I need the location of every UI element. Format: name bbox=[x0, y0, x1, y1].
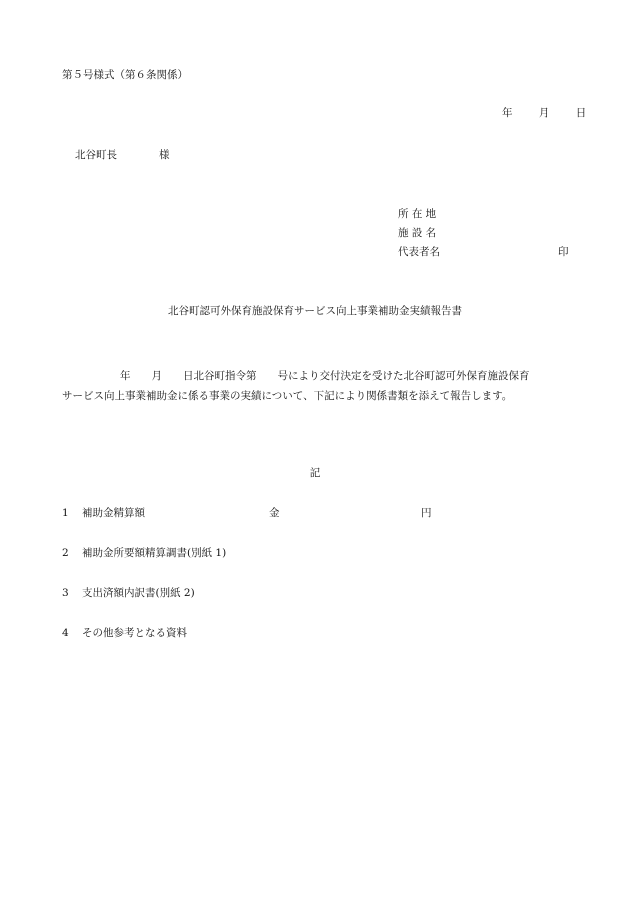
item-number: 4 bbox=[62, 627, 69, 639]
item-label: 補助金精算額 bbox=[82, 507, 145, 519]
list-item bbox=[62, 507, 432, 519]
item-number: 1 bbox=[62, 507, 69, 519]
item-label: 補助金所要額精算調書(別紙 1) bbox=[82, 547, 227, 559]
item-label: その他参考となる資料 bbox=[82, 627, 187, 639]
representative-row bbox=[398, 247, 569, 266]
address-row bbox=[398, 209, 569, 228]
date-year: 年 bbox=[502, 107, 513, 119]
en-label: 円 bbox=[421, 507, 432, 519]
facility-row bbox=[398, 228, 569, 247]
list-item bbox=[62, 548, 226, 559]
addressee bbox=[75, 150, 170, 161]
list-item bbox=[62, 588, 195, 599]
facility-label: 施 設 名 bbox=[398, 227, 437, 239]
item-label: 支出済額内訳書(別紙 2) bbox=[82, 587, 195, 599]
item-number: 2 bbox=[62, 547, 69, 559]
date-month: 月 bbox=[538, 107, 550, 119]
representative-label: 代表者名 bbox=[398, 246, 440, 258]
body-line-2: サービス向上事業補助金に係る事業の実績について、下記により関係書類を添えて報告します。 bbox=[62, 390, 513, 402]
ki-heading: 記 bbox=[309, 467, 321, 479]
addressee-honorific: 様 bbox=[159, 149, 170, 161]
body-line-1: 年 月 日北谷町指令第 号により交付決定を受けた北谷町認可外保育施設保育 bbox=[120, 370, 530, 382]
date-line bbox=[502, 108, 586, 119]
address-label: 所 在 地 bbox=[398, 208, 437, 220]
applicant-block bbox=[398, 209, 569, 266]
kin-label: 金 bbox=[269, 507, 280, 519]
seal-mark: 印 bbox=[558, 246, 569, 258]
document-title: 北谷町認可外保育施設保育サービス向上事業補助金実績報告書 bbox=[168, 305, 462, 317]
body-paragraph bbox=[62, 366, 592, 406]
form-number: 第５号様式（第６条関係） bbox=[62, 69, 188, 81]
date-day: 日 bbox=[575, 107, 587, 119]
addressee-name: 北谷町長 bbox=[75, 149, 117, 161]
item-number: 3 bbox=[62, 587, 69, 599]
list-item bbox=[62, 628, 187, 639]
